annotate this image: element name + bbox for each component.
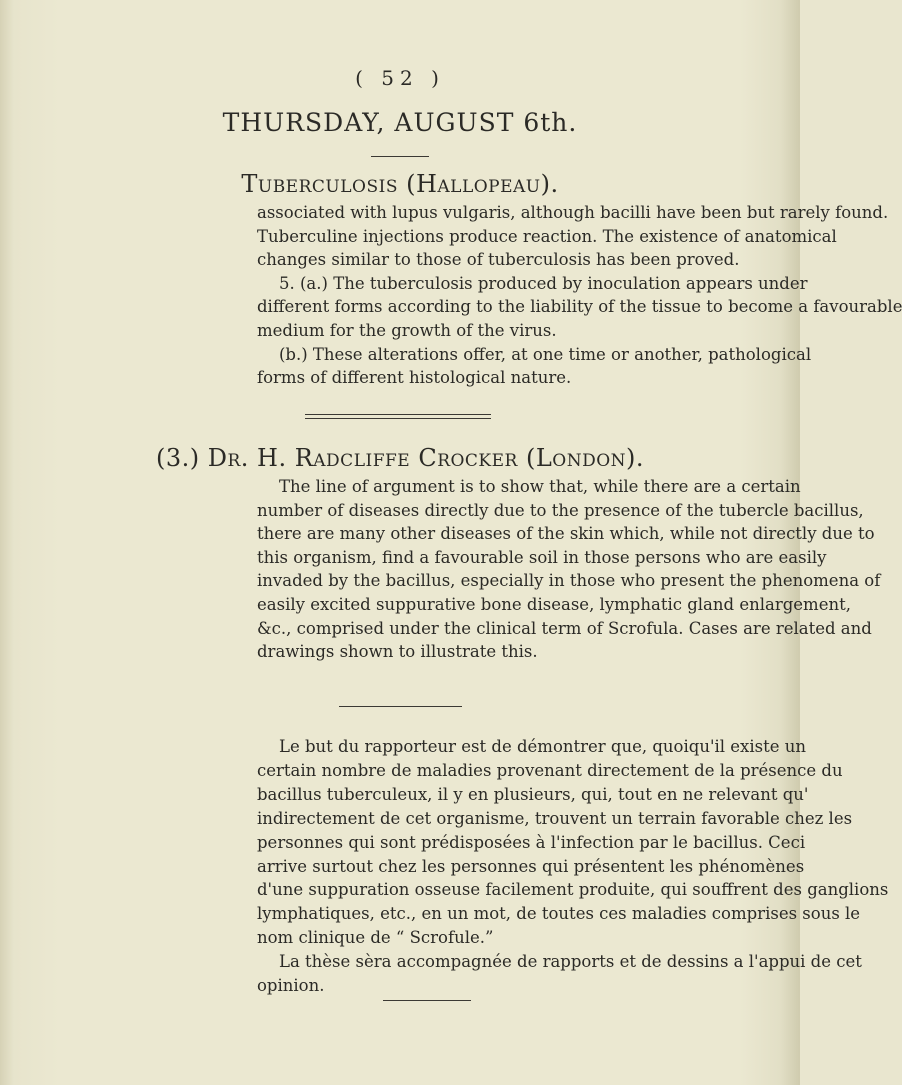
section-paragraph-tuberculosis xyxy=(257,201,902,390)
text-line: opinion. xyxy=(257,976,325,996)
text-line: indirectement de cet organisme, trouvent un terrain favorable chez les xyxy=(257,808,853,828)
text-line: The line of argument is to show that, while there are a certain xyxy=(279,477,801,496)
section-paragraph-french xyxy=(257,735,889,998)
heading-rule xyxy=(371,156,429,157)
text-line: medium for the growth of the virus. xyxy=(257,320,557,340)
text-line: 5. (a.) The tuberculosis produced by inoculation appears under xyxy=(279,273,808,293)
text-line: number of diseases directly due to the presence of the tubercle bacillus, xyxy=(257,500,864,520)
text-line: arrive surtout chez les personnes qui présentent les phénomènes xyxy=(257,856,805,876)
section-divider-rule xyxy=(339,706,462,707)
section-paragraph-crocker xyxy=(257,475,881,664)
text-line: Tuberculine injections produce reaction. The existence of anatomical xyxy=(257,226,837,246)
text-line: d'une suppuration osseuse facilement produite, qui souffrent des ganglions xyxy=(257,880,889,900)
end-rule xyxy=(383,1000,471,1001)
text-line: this organism, find a favourable soil in those persons who are easily xyxy=(257,547,827,567)
section-title-tuberculosis: Tuberculosis (Hallopeau). xyxy=(241,170,559,198)
day-heading: THURSDAY, AUGUST 6th. xyxy=(222,108,578,137)
text-line: personnes qui sont prédisposées à l'infection par le bacillus. Ceci xyxy=(257,832,806,852)
text-line: La thèse sèra accompagnée de rapports et de dessins a l'appui de cet xyxy=(279,952,862,972)
text-line: certain nombre de maladies provenant directement de la présence du xyxy=(257,760,843,780)
text-line: there are many other diseases of the skin which, while not directly due to xyxy=(257,524,875,544)
text-line: forms of different histological nature. xyxy=(257,368,572,388)
text-line: bacillus tuberculeux, il y en plusieurs, qui, tout en ne relevant qu' xyxy=(257,784,809,804)
text-line: drawings shown to illustrate this. xyxy=(257,642,538,662)
page-number: ( 52 ) xyxy=(355,66,445,90)
section-divider-double-rule xyxy=(305,414,491,415)
text-line: invaded by the bacillus, especially in those who present the phenomena of xyxy=(257,571,881,591)
text-line: Le but du rapporteur est de démontrer que, quoiqu'il existe un xyxy=(279,737,806,756)
text-line: associated with lupus vulgaris, although bacilli have been but rarely found. xyxy=(257,203,889,222)
text-line: lymphatiques, etc., en un mot, de toutes ces maladies comprises sous le xyxy=(257,904,861,924)
text-line: nom clinique de “ Scrofule.” xyxy=(257,928,494,948)
section-title-crocker: (3.) Dr. H. Radcliffe Crocker (London). xyxy=(155,444,645,472)
text-line: &c., comprised under the clinical term of Scrofula. Cases are related and xyxy=(257,618,872,638)
text-line: easily excited suppurative bone disease, lymphatic gland enlargement, xyxy=(257,594,851,614)
text-line: different forms according to the liability of the tissue to become a favourable xyxy=(257,297,902,317)
text-line: (b.) These alterations offer, at one time or another, pathological xyxy=(279,344,812,364)
text-line: changes similar to those of tuberculosis has been proved. xyxy=(257,250,740,270)
